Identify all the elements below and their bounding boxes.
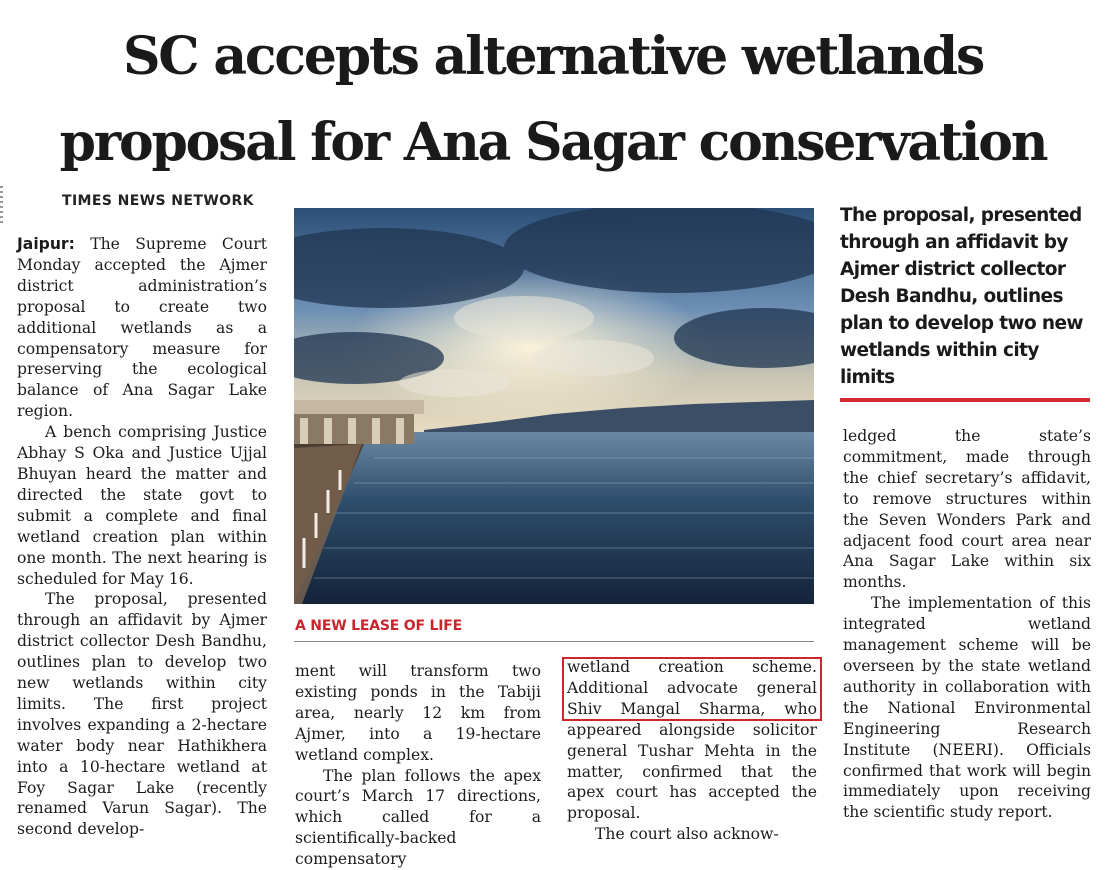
byline: TIMES NEWS NETWORK [62, 193, 254, 209]
paragraph [17, 234, 267, 422]
pull-quote: The proposal, presented through an affidavit by Ajmer district collector Desh Bandhu, outlines plan to develop two new wetlands within city limits [840, 205, 1083, 388]
article-column-2 [295, 661, 541, 870]
headline-line-2: proposal for Ana Sagar conservation [59, 112, 1047, 173]
paragraph: The plan follows the apex court’s March 17 directions, which called for a scientifically-backed compensatory [295, 766, 541, 869]
paragraph: The court also acknow- [595, 825, 779, 844]
page-edge-marks [0, 186, 3, 226]
pull-quote-rule [840, 398, 1090, 402]
paragraph: A bench comprising Justice Abhay S Oka and Justice Ujjal Bhuyan heard the matter and directed the state govt to submit a complete and final wetland creation plan within one month. The next hearing is scheduled for May 16. [17, 423, 267, 588]
article-column-1 [17, 234, 267, 840]
caption-divider [294, 641, 814, 642]
highlight-box [562, 657, 822, 721]
headline-line-1: SC accepts alternative wetlands [122, 26, 984, 87]
paragraph-text: The Supreme Court Monday accepted the Ajmer district administration’s proposal to create two additional wetlands as a compensatory measure for preserving the ecological balance of Ana Sagar Lake region. [17, 235, 267, 421]
paragraph: ledged the state’s commitment, made through the chief secretary’s affidavit, to remove structures within the Seven Wonders Park and adjacent food court area near Ana Sagar Lake within six months. [843, 427, 1091, 592]
paragraph: ment will transform two existing ponds in the Tabiji area, nearly 12 km from Ajmer, into a 19-hectare wetland complex. [295, 662, 541, 764]
article-column-4 [843, 426, 1091, 823]
photo-caption: A NEW LEASE OF LIFE [295, 618, 462, 634]
paragraph: wetland creation scheme. Additional advocate general Shiv Mangal Sharma, who appeared alongside solicitor general Tushar Mehta in the matter, confirmed that the apex court has accepted the proposal. [567, 658, 817, 823]
paragraph: The proposal, presented through an affidavit by Ajmer district collector Desh Bandhu, outlines plan to develop two new wetlands within city limits. The first project involves expanding a 2-hectare water body near Hathikhera into a 10-hectare wetland at Foy Sagar Lake (recently renamed Varun Sagar). The second develop- [17, 590, 267, 839]
dateline: Jaipur: [17, 235, 75, 253]
lake-photo [294, 208, 814, 604]
paragraph: The implementation of this integrated wetland management scheme will be overseen by the state wetland authority in collaboration with the National Environmental Engineering Research Institute (NEERI). Officials confirmed that work will begin immediately upon receiving the scientific study report. [843, 594, 1091, 822]
